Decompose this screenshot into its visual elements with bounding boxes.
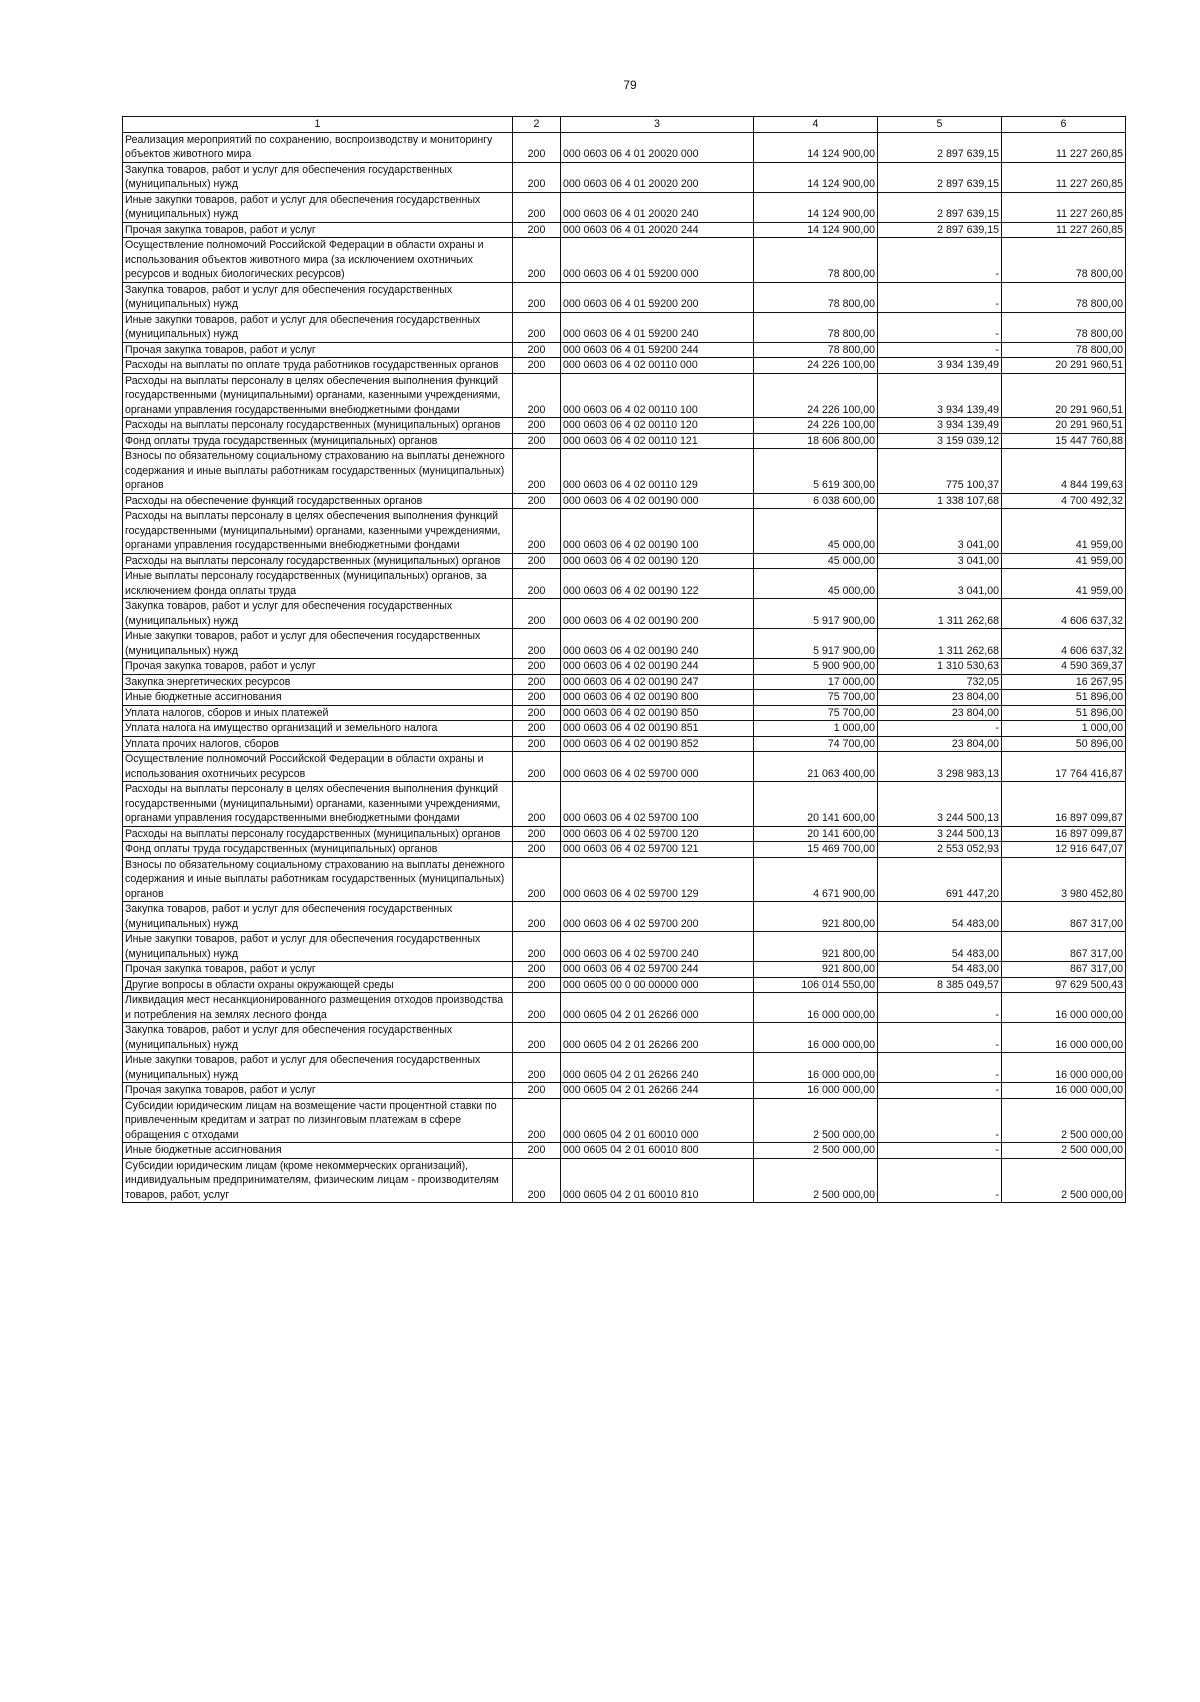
row-line-code: 200 <box>513 222 561 238</box>
row-line-code: 200 <box>513 842 561 858</box>
row-approved-amount: 75 700,00 <box>754 705 878 721</box>
row-name: Субсидии юридическим лицам (кроме некоммерческих организаций), индивидуальным предпринимателям, физическим лицам - производителям товаров, работ, услуг <box>123 1158 513 1203</box>
row-name: Закупка товаров, работ и услуг для обеспечения государственных (муниципальных) нужд <box>123 282 513 312</box>
row-approved-amount: 921 800,00 <box>754 932 878 962</box>
row-name: Расходы на выплаты по оплате труда работников государственных органов <box>123 358 513 374</box>
table-row <box>123 902 1126 932</box>
row-executed-amount: - <box>878 1143 1002 1159</box>
row-unexecuted-amount: 4 590 369,37 <box>1002 659 1126 675</box>
row-unexecuted-amount: 78 800,00 <box>1002 312 1126 342</box>
table-row <box>123 449 1126 494</box>
table-row <box>123 1158 1126 1203</box>
table-row <box>123 962 1126 978</box>
row-name: Иные закупки товаров, работ и услуг для обеспечения государственных (муниципальных) нужд <box>123 932 513 962</box>
row-classification-code: 000 0603 06 4 02 00190 244 <box>561 659 754 675</box>
row-line-code: 200 <box>513 192 561 222</box>
table-row <box>123 569 1126 599</box>
row-name: Иные бюджетные ассигнования <box>123 1143 513 1159</box>
row-classification-code: 000 0605 04 2 01 26266 000 <box>561 993 754 1023</box>
row-unexecuted-amount: 97 629 500,43 <box>1002 977 1126 993</box>
row-name: Иные бюджетные ассигнования <box>123 690 513 706</box>
row-executed-amount: - <box>878 993 1002 1023</box>
row-approved-amount: 15 469 700,00 <box>754 842 878 858</box>
table-row <box>123 690 1126 706</box>
row-classification-code: 000 0603 06 4 02 59700 000 <box>561 752 754 782</box>
row-executed-amount: - <box>878 1098 1002 1143</box>
column-header-4: 4 <box>754 117 878 133</box>
row-line-code: 200 <box>513 857 561 902</box>
row-approved-amount: 5 917 900,00 <box>754 629 878 659</box>
row-line-code: 200 <box>513 690 561 706</box>
row-line-code: 200 <box>513 993 561 1023</box>
row-classification-code: 000 0603 06 4 02 59700 120 <box>561 826 754 842</box>
row-executed-amount: 2 897 639,15 <box>878 132 1002 162</box>
row-approved-amount: 2 500 000,00 <box>754 1158 878 1203</box>
row-approved-amount: 16 000 000,00 <box>754 1023 878 1053</box>
row-approved-amount: 78 800,00 <box>754 312 878 342</box>
row-classification-code: 000 0603 06 4 02 00110 120 <box>561 418 754 434</box>
row-name: Взносы по обязательному социальному страхованию на выплаты денежного содержания и иные выплаты работникам государственных (муниципальных) органов <box>123 857 513 902</box>
row-unexecuted-amount: 16 000 000,00 <box>1002 993 1126 1023</box>
row-classification-code: 000 0603 06 4 02 00190 800 <box>561 690 754 706</box>
row-classification-code: 000 0603 06 4 02 59700 200 <box>561 902 754 932</box>
table-row <box>123 857 1126 902</box>
row-approved-amount: 2 500 000,00 <box>754 1143 878 1159</box>
row-classification-code: 000 0603 06 4 02 59700 244 <box>561 962 754 978</box>
row-line-code: 200 <box>513 238 561 283</box>
row-unexecuted-amount: 78 800,00 <box>1002 238 1126 283</box>
row-name: Иные закупки товаров, работ и услуг для обеспечения государственных (муниципальных) нужд <box>123 629 513 659</box>
table-row <box>123 1023 1126 1053</box>
row-unexecuted-amount: 2 500 000,00 <box>1002 1143 1126 1159</box>
row-classification-code: 000 0603 06 4 01 59200 000 <box>561 238 754 283</box>
row-line-code: 200 <box>513 1083 561 1099</box>
row-line-code: 200 <box>513 1158 561 1203</box>
table-row <box>123 1053 1126 1083</box>
row-executed-amount: 3 934 139,49 <box>878 358 1002 374</box>
row-line-code: 200 <box>513 509 561 554</box>
table-row <box>123 977 1126 993</box>
row-unexecuted-amount: 2 500 000,00 <box>1002 1098 1126 1143</box>
row-unexecuted-amount: 4 606 637,32 <box>1002 629 1126 659</box>
column-header-3: 3 <box>561 117 754 133</box>
row-classification-code: 000 0603 06 4 01 59200 240 <box>561 312 754 342</box>
row-unexecuted-amount: 867 317,00 <box>1002 902 1126 932</box>
row-name: Уплата налога на имущество организаций и земельного налога <box>123 721 513 737</box>
row-approved-amount: 78 800,00 <box>754 238 878 283</box>
table-row <box>123 312 1126 342</box>
row-approved-amount: 45 000,00 <box>754 569 878 599</box>
row-executed-amount: - <box>878 1023 1002 1053</box>
row-unexecuted-amount: 41 959,00 <box>1002 569 1126 599</box>
row-name: Взносы по обязательному социальному страхованию на выплаты денежного содержания и иные выплаты работникам государственных (муниципальных) органов <box>123 449 513 494</box>
row-executed-amount: 1 311 262,68 <box>878 629 1002 659</box>
row-name: Иные выплаты персоналу государственных (муниципальных) органов, за исключением фонда оплаты труда <box>123 569 513 599</box>
row-executed-amount: 3 244 500,13 <box>878 782 1002 827</box>
table-row <box>123 433 1126 449</box>
row-line-code: 200 <box>513 569 561 599</box>
row-name: Иные закупки товаров, работ и услуг для обеспечения государственных (муниципальных) нужд <box>123 1053 513 1083</box>
row-line-code: 200 <box>513 449 561 494</box>
row-approved-amount: 6 038 600,00 <box>754 493 878 509</box>
table-row <box>123 705 1126 721</box>
row-line-code: 200 <box>513 705 561 721</box>
row-classification-code: 000 0603 06 4 01 20020 000 <box>561 132 754 162</box>
table-row <box>123 1083 1126 1099</box>
row-name: Расходы на выплаты персоналу в целях обеспечения выполнения функций государственными (муниципальными) органами, казенными учреждениями, органами управления государственными внебюджетными фондами <box>123 509 513 554</box>
row-executed-amount: - <box>878 312 1002 342</box>
row-line-code: 200 <box>513 312 561 342</box>
table-row <box>123 826 1126 842</box>
row-executed-amount: 732,05 <box>878 674 1002 690</box>
row-unexecuted-amount: 78 800,00 <box>1002 342 1126 358</box>
row-executed-amount: - <box>878 1083 1002 1099</box>
row-line-code: 200 <box>513 782 561 827</box>
row-line-code: 200 <box>513 1023 561 1053</box>
row-unexecuted-amount: 11 227 260,85 <box>1002 132 1126 162</box>
row-executed-amount: - <box>878 282 1002 312</box>
row-executed-amount: 691 447,20 <box>878 857 1002 902</box>
table-row <box>123 993 1126 1023</box>
row-executed-amount: - <box>878 342 1002 358</box>
row-name: Расходы на выплаты персоналу государственных (муниципальных) органов <box>123 418 513 434</box>
row-name: Фонд оплаты труда государственных (муниципальных) органов <box>123 433 513 449</box>
row-classification-code: 000 0603 06 4 02 00110 000 <box>561 358 754 374</box>
row-classification-code: 000 0605 04 2 01 26266 200 <box>561 1023 754 1053</box>
column-number-row <box>123 117 1126 133</box>
row-unexecuted-amount: 11 227 260,85 <box>1002 192 1126 222</box>
column-header-2: 2 <box>513 117 561 133</box>
row-line-code: 200 <box>513 553 561 569</box>
row-line-code: 200 <box>513 902 561 932</box>
row-name: Уплата налогов, сборов и иных платежей <box>123 705 513 721</box>
row-executed-amount: 775 100,37 <box>878 449 1002 494</box>
row-name: Закупка товаров, работ и услуг для обеспечения государственных (муниципальных) нужд <box>123 1023 513 1053</box>
row-approved-amount: 21 063 400,00 <box>754 752 878 782</box>
row-unexecuted-amount: 11 227 260,85 <box>1002 222 1126 238</box>
row-approved-amount: 20 141 600,00 <box>754 782 878 827</box>
row-name: Прочая закупка товаров, работ и услуг <box>123 962 513 978</box>
row-name: Расходы на выплаты персоналу в целях обеспечения выполнения функций государственными (муниципальными) органами, казенными учреждениями, органами управления государственными внебюджетными фондами <box>123 373 513 418</box>
row-unexecuted-amount: 4 606 637,32 <box>1002 599 1126 629</box>
row-approved-amount: 5 619 300,00 <box>754 449 878 494</box>
table-row <box>123 659 1126 675</box>
row-approved-amount: 921 800,00 <box>754 962 878 978</box>
row-approved-amount: 106 014 550,00 <box>754 977 878 993</box>
table-row <box>123 509 1126 554</box>
row-classification-code: 000 0603 06 4 01 20020 200 <box>561 162 754 192</box>
row-approved-amount: 14 124 900,00 <box>754 222 878 238</box>
row-unexecuted-amount: 3 980 452,80 <box>1002 857 1126 902</box>
row-unexecuted-amount: 20 291 960,51 <box>1002 358 1126 374</box>
row-classification-code: 000 0603 06 4 02 00190 851 <box>561 721 754 737</box>
table-row <box>123 192 1126 222</box>
row-approved-amount: 14 124 900,00 <box>754 132 878 162</box>
column-header-6: 6 <box>1002 117 1126 133</box>
row-approved-amount: 18 606 800,00 <box>754 433 878 449</box>
row-executed-amount: 3 041,00 <box>878 569 1002 599</box>
row-unexecuted-amount: 16 267,95 <box>1002 674 1126 690</box>
row-unexecuted-amount: 41 959,00 <box>1002 509 1126 554</box>
table-row <box>123 736 1126 752</box>
row-classification-code: 000 0603 06 4 02 59700 121 <box>561 842 754 858</box>
row-approved-amount: 921 800,00 <box>754 902 878 932</box>
row-approved-amount: 78 800,00 <box>754 282 878 312</box>
table-row <box>123 599 1126 629</box>
row-approved-amount: 20 141 600,00 <box>754 826 878 842</box>
row-classification-code: 000 0603 06 4 02 00110 129 <box>561 449 754 494</box>
row-line-code: 200 <box>513 932 561 962</box>
row-approved-amount: 14 124 900,00 <box>754 192 878 222</box>
row-classification-code: 000 0603 06 4 02 00110 100 <box>561 373 754 418</box>
row-classification-code: 000 0603 06 4 01 20020 240 <box>561 192 754 222</box>
table-row <box>123 553 1126 569</box>
row-classification-code: 000 0603 06 4 01 59200 200 <box>561 282 754 312</box>
row-approved-amount: 16 000 000,00 <box>754 993 878 1023</box>
column-header-5: 5 <box>878 117 1002 133</box>
table-row <box>123 1143 1126 1159</box>
row-name: Закупка товаров, работ и услуг для обеспечения государственных (муниципальных) нужд <box>123 162 513 192</box>
row-unexecuted-amount: 16 000 000,00 <box>1002 1023 1126 1053</box>
row-executed-amount: 2 897 639,15 <box>878 162 1002 192</box>
row-classification-code: 000 0603 06 4 02 00110 121 <box>561 433 754 449</box>
row-classification-code: 000 0603 06 4 01 59200 244 <box>561 342 754 358</box>
table-row <box>123 493 1126 509</box>
row-classification-code: 000 0603 06 4 02 00190 120 <box>561 553 754 569</box>
row-executed-amount: 3 934 139,49 <box>878 418 1002 434</box>
row-executed-amount: 54 483,00 <box>878 902 1002 932</box>
row-executed-amount: 23 804,00 <box>878 690 1002 706</box>
row-name: Расходы на обеспечение функций государственных органов <box>123 493 513 509</box>
table-row <box>123 1098 1126 1143</box>
row-line-code: 200 <box>513 674 561 690</box>
row-unexecuted-amount: 2 500 000,00 <box>1002 1158 1126 1203</box>
row-unexecuted-amount: 20 291 960,51 <box>1002 418 1126 434</box>
table-row <box>123 418 1126 434</box>
row-approved-amount: 14 124 900,00 <box>754 162 878 192</box>
row-name: Иные закупки товаров, работ и услуг для обеспечения государственных (муниципальных) нужд <box>123 192 513 222</box>
row-classification-code: 000 0605 04 2 01 60010 810 <box>561 1158 754 1203</box>
row-name: Расходы на выплаты персоналу в целях обеспечения выполнения функций государственными (муниципальными) органами, казенными учреждениями, органами управления государственными внебюджетными фондами <box>123 782 513 827</box>
row-name: Прочая закупка товаров, работ и услуг <box>123 342 513 358</box>
table-row <box>123 752 1126 782</box>
row-classification-code: 000 0605 04 2 01 60010 000 <box>561 1098 754 1143</box>
row-executed-amount: 3 298 983,13 <box>878 752 1002 782</box>
row-name: Закупка товаров, работ и услуг для обеспечения государственных (муниципальных) нужд <box>123 599 513 629</box>
row-approved-amount: 74 700,00 <box>754 736 878 752</box>
row-name: Прочая закупка товаров, работ и услуг <box>123 1083 513 1099</box>
table-row <box>123 932 1126 962</box>
row-name: Расходы на выплаты персоналу государственных (муниципальных) органов <box>123 826 513 842</box>
row-classification-code: 000 0605 00 0 00 00000 000 <box>561 977 754 993</box>
row-executed-amount: 1 310 530,63 <box>878 659 1002 675</box>
row-line-code: 200 <box>513 736 561 752</box>
row-line-code: 200 <box>513 342 561 358</box>
row-executed-amount: 2 897 639,15 <box>878 222 1002 238</box>
row-unexecuted-amount: 15 447 760,88 <box>1002 433 1126 449</box>
row-executed-amount: 1 311 262,68 <box>878 599 1002 629</box>
row-name: Прочая закупка товаров, работ и услуг <box>123 222 513 238</box>
row-line-code: 200 <box>513 1143 561 1159</box>
row-name: Другие вопросы в области охраны окружающей среды <box>123 977 513 993</box>
row-executed-amount: 54 483,00 <box>878 962 1002 978</box>
row-executed-amount: - <box>878 1158 1002 1203</box>
row-unexecuted-amount: 4 844 199,63 <box>1002 449 1126 494</box>
row-unexecuted-amount: 867 317,00 <box>1002 962 1126 978</box>
row-name: Иные закупки товаров, работ и услуг для обеспечения государственных (муниципальных) нужд <box>123 312 513 342</box>
column-header-1: 1 <box>123 117 513 133</box>
row-unexecuted-amount: 4 700 492,32 <box>1002 493 1126 509</box>
row-executed-amount: 2 897 639,15 <box>878 192 1002 222</box>
row-unexecuted-amount: 12 916 647,07 <box>1002 842 1126 858</box>
row-classification-code: 000 0605 04 2 01 60010 800 <box>561 1143 754 1159</box>
row-approved-amount: 17 000,00 <box>754 674 878 690</box>
table-row <box>123 373 1126 418</box>
row-line-code: 200 <box>513 433 561 449</box>
row-approved-amount: 5 900 900,00 <box>754 659 878 675</box>
budget-execution-table <box>122 116 1126 1203</box>
row-classification-code: 000 0603 06 4 02 59700 100 <box>561 782 754 827</box>
row-name: Уплата прочих налогов, сборов <box>123 736 513 752</box>
row-approved-amount: 24 226 100,00 <box>754 373 878 418</box>
row-unexecuted-amount: 16 000 000,00 <box>1002 1083 1126 1099</box>
table-row <box>123 842 1126 858</box>
row-unexecuted-amount: 17 764 416,87 <box>1002 752 1126 782</box>
row-approved-amount: 45 000,00 <box>754 509 878 554</box>
row-name: Субсидии юридическим лицам на возмещение части процентной ставки по привлеченным кредитам и затрат по лизинговым платежам в сфере обращения с отходами <box>123 1098 513 1143</box>
row-line-code: 200 <box>513 721 561 737</box>
row-name: Фонд оплаты труда государственных (муниципальных) органов <box>123 842 513 858</box>
row-executed-amount: 3 934 139,49 <box>878 373 1002 418</box>
row-classification-code: 000 0603 06 4 02 00190 247 <box>561 674 754 690</box>
row-name: Ликвидация мест несанкционированного размещения отходов производства и потребления на землях лесного фонда <box>123 993 513 1023</box>
row-approved-amount: 75 700,00 <box>754 690 878 706</box>
row-unexecuted-amount: 78 800,00 <box>1002 282 1126 312</box>
row-executed-amount: 1 338 107,68 <box>878 493 1002 509</box>
row-name: Осуществление полномочий Российской Федерации в области охраны и использования объектов животного мира (за исключением охотничьих ресурсов и водных биологических ресурсов) <box>123 238 513 283</box>
table-row <box>123 132 1126 162</box>
row-classification-code: 000 0605 04 2 01 26266 244 <box>561 1083 754 1099</box>
row-name: Закупка энергетических ресурсов <box>123 674 513 690</box>
row-approved-amount: 78 800,00 <box>754 342 878 358</box>
row-approved-amount: 4 671 900,00 <box>754 857 878 902</box>
row-line-code: 200 <box>513 1053 561 1083</box>
table-row <box>123 282 1126 312</box>
row-approved-amount: 24 226 100,00 <box>754 358 878 374</box>
row-executed-amount: 3 244 500,13 <box>878 826 1002 842</box>
row-unexecuted-amount: 51 896,00 <box>1002 690 1126 706</box>
row-line-code: 200 <box>513 418 561 434</box>
row-executed-amount: 3 159 039,12 <box>878 433 1002 449</box>
row-executed-amount: 23 804,00 <box>878 705 1002 721</box>
row-line-code: 200 <box>513 282 561 312</box>
row-unexecuted-amount: 16 897 099,87 <box>1002 826 1126 842</box>
table-body <box>123 132 1126 1203</box>
row-unexecuted-amount: 41 959,00 <box>1002 553 1126 569</box>
table-row <box>123 222 1126 238</box>
row-unexecuted-amount: 16 897 099,87 <box>1002 782 1126 827</box>
row-unexecuted-amount: 20 291 960,51 <box>1002 373 1126 418</box>
row-approved-amount: 1 000,00 <box>754 721 878 737</box>
row-name: Прочая закупка товаров, работ и услуг <box>123 659 513 675</box>
row-unexecuted-amount: 16 000 000,00 <box>1002 1053 1126 1083</box>
row-line-code: 200 <box>513 977 561 993</box>
row-line-code: 200 <box>513 373 561 418</box>
row-name: Реализация мероприятий по сохранению, воспроизводству и мониторингу объектов животного мира <box>123 132 513 162</box>
row-approved-amount: 45 000,00 <box>754 553 878 569</box>
row-executed-amount: - <box>878 721 1002 737</box>
row-line-code: 200 <box>513 493 561 509</box>
row-approved-amount: 24 226 100,00 <box>754 418 878 434</box>
table-row <box>123 162 1126 192</box>
row-executed-amount: 2 553 052,93 <box>878 842 1002 858</box>
row-line-code: 200 <box>513 629 561 659</box>
row-classification-code: 000 0603 06 4 02 00190 122 <box>561 569 754 599</box>
row-unexecuted-amount: 50 896,00 <box>1002 736 1126 752</box>
table-row <box>123 629 1126 659</box>
row-classification-code: 000 0603 06 4 01 20020 244 <box>561 222 754 238</box>
row-unexecuted-amount: 11 227 260,85 <box>1002 162 1126 192</box>
row-name: Осуществление полномочий Российской Федерации в области охраны и использования охотничьих ресурсов <box>123 752 513 782</box>
row-approved-amount: 5 917 900,00 <box>754 599 878 629</box>
row-classification-code: 000 0603 06 4 02 00190 200 <box>561 599 754 629</box>
row-name: Закупка товаров, работ и услуг для обеспечения государственных (муниципальных) нужд <box>123 902 513 932</box>
table-row <box>123 782 1126 827</box>
table-row <box>123 674 1126 690</box>
table-row <box>123 342 1126 358</box>
row-classification-code: 000 0603 06 4 02 00190 000 <box>561 493 754 509</box>
row-approved-amount: 16 000 000,00 <box>754 1053 878 1083</box>
row-unexecuted-amount: 867 317,00 <box>1002 932 1126 962</box>
row-classification-code: 000 0603 06 4 02 00190 100 <box>561 509 754 554</box>
row-line-code: 200 <box>513 1098 561 1143</box>
row-line-code: 200 <box>513 752 561 782</box>
page-number: 79 <box>623 78 637 92</box>
row-executed-amount: 3 041,00 <box>878 509 1002 554</box>
table-row <box>123 358 1126 374</box>
row-classification-code: 000 0603 06 4 02 00190 852 <box>561 736 754 752</box>
row-executed-amount: 8 385 049,57 <box>878 977 1002 993</box>
row-line-code: 200 <box>513 826 561 842</box>
row-classification-code: 000 0605 04 2 01 26266 240 <box>561 1053 754 1083</box>
row-line-code: 200 <box>513 659 561 675</box>
row-classification-code: 000 0603 06 4 02 59700 240 <box>561 932 754 962</box>
row-approved-amount: 16 000 000,00 <box>754 1083 878 1099</box>
row-unexecuted-amount: 1 000,00 <box>1002 721 1126 737</box>
row-executed-amount: 54 483,00 <box>878 932 1002 962</box>
row-executed-amount: - <box>878 238 1002 283</box>
table-row <box>123 238 1126 283</box>
row-approved-amount: 2 500 000,00 <box>754 1098 878 1143</box>
row-line-code: 200 <box>513 358 561 374</box>
row-line-code: 200 <box>513 162 561 192</box>
row-line-code: 200 <box>513 962 561 978</box>
row-classification-code: 000 0603 06 4 02 00190 850 <box>561 705 754 721</box>
row-name: Расходы на выплаты персоналу государственных (муниципальных) органов <box>123 553 513 569</box>
table-header <box>123 117 1126 133</box>
row-classification-code: 000 0603 06 4 02 00190 240 <box>561 629 754 659</box>
row-line-code: 200 <box>513 132 561 162</box>
row-executed-amount: - <box>878 1053 1002 1083</box>
table-row <box>123 721 1126 737</box>
row-classification-code: 000 0603 06 4 02 59700 129 <box>561 857 754 902</box>
row-executed-amount: 23 804,00 <box>878 736 1002 752</box>
row-line-code: 200 <box>513 599 561 629</box>
row-executed-amount: 3 041,00 <box>878 553 1002 569</box>
row-unexecuted-amount: 51 896,00 <box>1002 705 1126 721</box>
